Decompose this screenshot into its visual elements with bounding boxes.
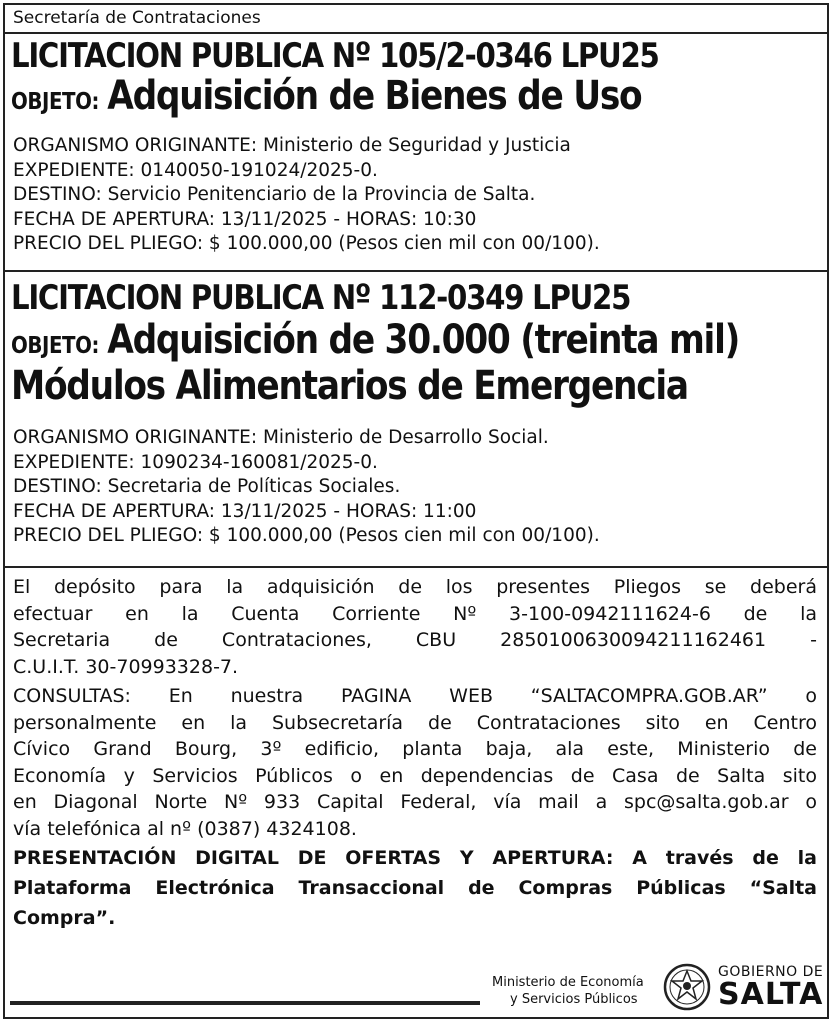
consultas-paragraph (13, 683, 817, 842)
consultas-line: CONSULTAS: En nuestra PAGINA WEB “SALTACOMPRA.GOB.AR” o (13, 685, 817, 707)
consultas-line: en Diagonal Norte Nº 933 Capital Federal, vía mail a spc@salta.gob.ar o (13, 791, 817, 813)
provincial-seal-icon (663, 963, 711, 1011)
tender-1-title: LICITACION PUBLICA Nº 105/2-0346 LPU25 (11, 36, 659, 76)
tender-1-precio: PRECIO DEL PLIEGO: $ 100.000,00 (Pesos cien mil con 00/100). (13, 233, 600, 255)
government-logo (718, 964, 823, 1010)
deposit-line: C.U.I.T. 30-70993328-7. (13, 655, 239, 678)
deposit-line: efectuar en la Cuenta Corriente Nº 3-100-0942111624-6 de la (13, 602, 817, 625)
tender-2-expediente: EXPEDIENTE: 1090234-160081/2025-0. (13, 451, 378, 473)
deposit-line: Secretaria de Contrataciones, CBU 2850100630094211162461 - (13, 629, 817, 651)
consultas-line: vía telefónica al nº (0387) 4324108. (13, 817, 357, 840)
tender-2-destino: DESTINO: Secretaria de Políticas Sociales. (13, 476, 401, 498)
department-name: Secretaría de Contrataciones (13, 8, 261, 28)
ministry-name (492, 974, 644, 1008)
tender-2-details (13, 426, 600, 549)
tender-2-object-line-2 (11, 363, 688, 409)
tender-2-organismo: ORGANISMO ORIGINANTE: Ministerio de Desarrollo Social. (13, 427, 549, 448)
tender-2-object-line-1 (11, 317, 740, 364)
tender-2-object-text-1: Adquisición de 30.000 (treinta mil) (107, 317, 740, 363)
ministry-line-1: Ministerio de Economía (492, 975, 644, 990)
tender-1-organismo: ORGANISMO ORIGINANTE: Ministerio de Seguridad y Justicia (13, 135, 571, 156)
tender-1-destino: DESTINO: Servicio Penitenciario de la Provincia de Salta. (13, 184, 536, 206)
tender-1-object (11, 73, 642, 120)
consultas-line: Cívico Grand Bourg, 3º edificio, planta baja, ala este, Ministerio de (13, 738, 817, 760)
tender-2-title: LICITACION PUBLICA Nº 112-0349 LPU25 (11, 278, 631, 318)
deposit-paragraph (13, 574, 817, 680)
presentacion-line: Compra”. (13, 907, 116, 929)
tender-1-fecha: FECHA DE APERTURA: 13/11/2025 - HORAS: 10:30 (13, 208, 477, 230)
gov-line-2: SALTA (718, 977, 824, 1012)
deposit-line: El depósito para la adquisición de los presentes Pliegos se deberá (13, 576, 817, 598)
tender-2-precio: PRECIO DEL PLIEGO: $ 100.000,00 (Pesos cien mil con 00/100). (13, 525, 600, 547)
gov-line-1: GOBIERNO DE (718, 964, 824, 980)
tender-2-object-text-2: Módulos Alimentarios de Emergencia (11, 363, 688, 409)
tender-1-details (13, 134, 600, 257)
presentacion-line: Plataforma Electrónica Transaccional de Compras Públicas “Salta (13, 877, 817, 899)
tender-2-section (5, 274, 827, 568)
info-section (5, 570, 827, 1017)
consultas-line: Economía y Servicios Públicos o en dependencias de Casa de Salta sito (13, 764, 817, 787)
footer-rule (10, 1001, 480, 1005)
consultas-line: personalmente en la Subsecretaría de Contrataciones sito en Centro (13, 711, 817, 734)
ministry-line-2: y Servicios Públicos (510, 992, 638, 1007)
tender-1-section (5, 34, 827, 272)
tender-2-fecha: FECHA DE APERTURA: 13/11/2025 - HORAS: 11:00 (13, 500, 477, 522)
tender-1-object-label: OBJETO: (11, 89, 99, 115)
presentacion-paragraph (13, 844, 817, 934)
tender-1-object-text: Adquisición de Bienes de Uso (107, 73, 642, 119)
header-bar (5, 5, 827, 34)
tender-1-expediente: EXPEDIENTE: 0140050-191024/2025-0. (13, 159, 378, 181)
presentacion-line: PRESENTACIÓN DIGITAL DE OFERTAS Y APERTURA: A través de la (13, 847, 817, 869)
tender-2-object-label: OBJETO: (11, 333, 99, 359)
